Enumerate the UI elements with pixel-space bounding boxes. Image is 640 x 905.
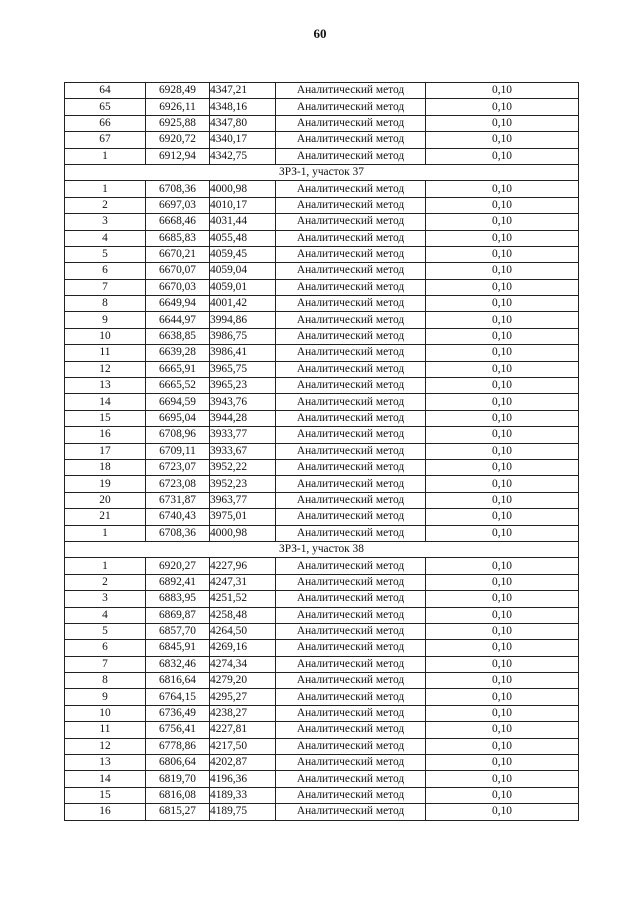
method-cell: Аналитический метод	[276, 476, 426, 492]
accuracy-cell: 0,10	[426, 197, 579, 213]
accuracy-cell: 0,10	[426, 230, 579, 246]
table-row	[65, 804, 579, 820]
table-row	[65, 656, 579, 672]
table-row	[65, 99, 579, 115]
y-coordinate-cell: 4347,21	[210, 83, 276, 99]
table-row	[65, 623, 579, 639]
accuracy-cell: 0,10	[426, 558, 579, 574]
y-coordinate-cell: 3943,76	[210, 394, 276, 410]
table-row	[65, 574, 579, 590]
point-number-cell: 11	[65, 345, 146, 361]
point-number-cell: 16	[65, 427, 146, 443]
y-coordinate-cell: 3963,77	[210, 492, 276, 508]
accuracy-cell: 0,10	[426, 132, 579, 148]
table-row	[65, 410, 579, 426]
point-number-cell: 8	[65, 673, 146, 689]
method-cell: Аналитический метод	[276, 722, 426, 738]
accuracy-cell: 0,10	[426, 738, 579, 754]
method-cell: Аналитический метод	[276, 738, 426, 754]
y-coordinate-cell: 4000,98	[210, 181, 276, 197]
point-number-cell: 13	[65, 378, 146, 394]
method-cell: Аналитический метод	[276, 246, 426, 262]
point-number-cell: 15	[65, 787, 146, 803]
x-coordinate-cell: 6723,07	[146, 459, 210, 475]
accuracy-cell: 0,10	[426, 755, 579, 771]
method-cell: Аналитический метод	[276, 673, 426, 689]
table-row	[65, 689, 579, 705]
table-row	[65, 115, 579, 131]
method-cell: Аналитический метод	[276, 132, 426, 148]
table-row	[65, 197, 579, 213]
table-row	[65, 722, 579, 738]
method-cell: Аналитический метод	[276, 459, 426, 475]
point-number-cell: 8	[65, 296, 146, 312]
table-row	[65, 345, 579, 361]
y-coordinate-cell: 4031,44	[210, 214, 276, 230]
y-coordinate-cell: 4227,96	[210, 558, 276, 574]
method-cell: Аналитический метод	[276, 427, 426, 443]
accuracy-cell: 0,10	[426, 263, 579, 279]
accuracy-cell: 0,10	[426, 345, 579, 361]
x-coordinate-cell: 6736,49	[146, 705, 210, 721]
point-number-cell: 7	[65, 279, 146, 295]
x-coordinate-cell: 6756,41	[146, 722, 210, 738]
table-row	[65, 181, 579, 197]
table-row	[65, 312, 579, 328]
y-coordinate-cell: 4251,52	[210, 591, 276, 607]
x-coordinate-cell: 6708,36	[146, 181, 210, 197]
point-number-cell: 3	[65, 214, 146, 230]
table-row	[65, 771, 579, 787]
table-row	[65, 246, 579, 262]
point-number-cell: 4	[65, 230, 146, 246]
x-coordinate-cell: 6670,21	[146, 246, 210, 262]
page-number: 60	[313, 26, 327, 41]
point-number-cell: 1	[65, 525, 146, 541]
accuracy-cell: 0,10	[426, 181, 579, 197]
x-coordinate-cell: 6638,85	[146, 328, 210, 344]
method-cell: Аналитический метод	[276, 115, 426, 131]
y-coordinate-cell: 4059,04	[210, 263, 276, 279]
point-number-cell: 19	[65, 476, 146, 492]
accuracy-cell: 0,10	[426, 279, 579, 295]
y-coordinate-cell: 3986,41	[210, 345, 276, 361]
table-row	[65, 509, 579, 525]
y-coordinate-cell: 4059,45	[210, 246, 276, 262]
method-cell: Аналитический метод	[276, 394, 426, 410]
y-coordinate-cell: 4010,17	[210, 197, 276, 213]
table-row	[65, 263, 579, 279]
x-coordinate-cell: 6845,91	[146, 640, 210, 656]
accuracy-cell: 0,10	[426, 459, 579, 475]
y-coordinate-cell: 4295,27	[210, 689, 276, 705]
x-coordinate-cell: 6816,64	[146, 673, 210, 689]
x-coordinate-cell: 6644,97	[146, 312, 210, 328]
method-cell: Аналитический метод	[276, 443, 426, 459]
y-coordinate-cell: 4258,48	[210, 607, 276, 623]
accuracy-cell: 0,10	[426, 296, 579, 312]
accuracy-cell: 0,10	[426, 83, 579, 99]
y-coordinate-cell: 4238,27	[210, 705, 276, 721]
accuracy-cell: 0,10	[426, 640, 579, 656]
point-number-cell: 2	[65, 574, 146, 590]
point-number-cell: 9	[65, 689, 146, 705]
accuracy-cell: 0,10	[426, 427, 579, 443]
table-row	[65, 755, 579, 771]
point-number-cell: 12	[65, 738, 146, 754]
method-cell: Аналитический метод	[276, 574, 426, 590]
table-row	[65, 83, 579, 99]
x-coordinate-cell: 6892,41	[146, 574, 210, 590]
table-row	[65, 361, 579, 377]
point-number-cell: 67	[65, 132, 146, 148]
y-coordinate-cell: 3994,86	[210, 312, 276, 328]
y-coordinate-cell: 3965,23	[210, 378, 276, 394]
table-row	[65, 230, 579, 246]
point-number-cell: 1	[65, 148, 146, 164]
accuracy-cell: 0,10	[426, 115, 579, 131]
y-coordinate-cell: 4342,75	[210, 148, 276, 164]
x-coordinate-cell: 6697,03	[146, 197, 210, 213]
x-coordinate-cell: 6708,36	[146, 525, 210, 541]
table-row	[65, 492, 579, 508]
y-coordinate-cell: 4264,50	[210, 623, 276, 639]
accuracy-cell: 0,10	[426, 361, 579, 377]
x-coordinate-cell: 6670,03	[146, 279, 210, 295]
x-coordinate-cell: 6665,52	[146, 378, 210, 394]
x-coordinate-cell: 6639,28	[146, 345, 210, 361]
table-row	[65, 558, 579, 574]
point-number-cell: 3	[65, 591, 146, 607]
method-cell: Аналитический метод	[276, 509, 426, 525]
y-coordinate-cell: 4247,31	[210, 574, 276, 590]
point-number-cell: 1	[65, 558, 146, 574]
accuracy-cell: 0,10	[426, 378, 579, 394]
accuracy-cell: 0,10	[426, 591, 579, 607]
point-number-cell: 11	[65, 722, 146, 738]
point-number-cell: 1	[65, 181, 146, 197]
y-coordinate-cell: 3975,01	[210, 509, 276, 525]
x-coordinate-cell: 6649,94	[146, 296, 210, 312]
method-cell: Аналитический метод	[276, 410, 426, 426]
point-number-cell: 2	[65, 197, 146, 213]
y-coordinate-cell: 4189,33	[210, 787, 276, 803]
x-coordinate-cell: 6832,46	[146, 656, 210, 672]
point-number-cell: 9	[65, 312, 146, 328]
accuracy-cell: 0,10	[426, 246, 579, 262]
x-coordinate-cell: 6920,27	[146, 558, 210, 574]
y-coordinate-cell: 4202,87	[210, 755, 276, 771]
x-coordinate-cell: 6806,64	[146, 755, 210, 771]
x-coordinate-cell: 6912,94	[146, 148, 210, 164]
method-cell: Аналитический метод	[276, 755, 426, 771]
y-coordinate-cell: 3952,23	[210, 476, 276, 492]
method-cell: Аналитический метод	[276, 705, 426, 721]
accuracy-cell: 0,10	[426, 312, 579, 328]
method-cell: Аналитический метод	[276, 230, 426, 246]
table-row	[65, 148, 579, 164]
x-coordinate-cell: 6685,83	[146, 230, 210, 246]
point-number-cell: 18	[65, 459, 146, 475]
table-row	[65, 214, 579, 230]
accuracy-cell: 0,10	[426, 99, 579, 115]
point-number-cell: 13	[65, 755, 146, 771]
method-cell: Аналитический метод	[276, 607, 426, 623]
point-number-cell: 64	[65, 83, 146, 99]
accuracy-cell: 0,10	[426, 328, 579, 344]
y-coordinate-cell: 3933,77	[210, 427, 276, 443]
method-cell: Аналитический метод	[276, 345, 426, 361]
method-cell: Аналитический метод	[276, 214, 426, 230]
point-number-cell: 66	[65, 115, 146, 131]
accuracy-cell: 0,10	[426, 656, 579, 672]
accuracy-cell: 0,10	[426, 771, 579, 787]
point-number-cell: 16	[65, 804, 146, 820]
method-cell: Аналитический метод	[276, 296, 426, 312]
table-row	[65, 787, 579, 803]
y-coordinate-cell: 4279,20	[210, 673, 276, 689]
accuracy-cell: 0,10	[426, 722, 579, 738]
x-coordinate-cell: 6764,15	[146, 689, 210, 705]
point-number-cell: 12	[65, 361, 146, 377]
point-number-cell: 17	[65, 443, 146, 459]
method-cell: Аналитический метод	[276, 787, 426, 803]
table-row	[65, 640, 579, 656]
x-coordinate-cell: 6723,08	[146, 476, 210, 492]
point-number-cell: 15	[65, 410, 146, 426]
method-cell: Аналитический метод	[276, 312, 426, 328]
x-coordinate-cell: 6815,27	[146, 804, 210, 820]
x-coordinate-cell: 6926,11	[146, 99, 210, 115]
method-cell: Аналитический метод	[276, 525, 426, 541]
table-row	[65, 591, 579, 607]
point-number-cell: 10	[65, 705, 146, 721]
table-row	[65, 738, 579, 754]
y-coordinate-cell: 4001,42	[210, 296, 276, 312]
table-row	[65, 705, 579, 721]
accuracy-cell: 0,10	[426, 787, 579, 803]
point-number-cell: 10	[65, 328, 146, 344]
table-row	[65, 328, 579, 344]
y-coordinate-cell: 4269,16	[210, 640, 276, 656]
point-number-cell: 65	[65, 99, 146, 115]
method-cell: Аналитический метод	[276, 328, 426, 344]
x-coordinate-cell: 6819,70	[146, 771, 210, 787]
accuracy-cell: 0,10	[426, 804, 579, 820]
accuracy-cell: 0,10	[426, 607, 579, 623]
x-coordinate-cell: 6708,96	[146, 427, 210, 443]
table-row	[65, 673, 579, 689]
x-coordinate-cell: 6670,07	[146, 263, 210, 279]
accuracy-cell: 0,10	[426, 492, 579, 508]
x-coordinate-cell: 6694,59	[146, 394, 210, 410]
coordinates-table	[64, 82, 579, 821]
x-coordinate-cell: 6665,91	[146, 361, 210, 377]
method-cell: Аналитический метод	[276, 181, 426, 197]
accuracy-cell: 0,10	[426, 476, 579, 492]
accuracy-cell: 0,10	[426, 410, 579, 426]
point-number-cell: 4	[65, 607, 146, 623]
point-number-cell: 14	[65, 771, 146, 787]
x-coordinate-cell: 6778,86	[146, 738, 210, 754]
y-coordinate-cell: 4000,98	[210, 525, 276, 541]
point-number-cell: 6	[65, 263, 146, 279]
table-row	[65, 476, 579, 492]
table-row	[65, 394, 579, 410]
accuracy-cell: 0,10	[426, 394, 579, 410]
y-coordinate-cell: 4227,81	[210, 722, 276, 738]
x-coordinate-cell: 6869,87	[146, 607, 210, 623]
accuracy-cell: 0,10	[426, 148, 579, 164]
point-number-cell: 7	[65, 656, 146, 672]
accuracy-cell: 0,10	[426, 214, 579, 230]
accuracy-cell: 0,10	[426, 623, 579, 639]
table-row	[65, 378, 579, 394]
accuracy-cell: 0,10	[426, 509, 579, 525]
x-coordinate-cell: 6857,70	[146, 623, 210, 639]
x-coordinate-cell: 6816,08	[146, 787, 210, 803]
section-header-row	[65, 541, 579, 557]
method-cell: Аналитический метод	[276, 263, 426, 279]
y-coordinate-cell: 3952,22	[210, 459, 276, 475]
accuracy-cell: 0,10	[426, 689, 579, 705]
point-number-cell: 5	[65, 246, 146, 262]
method-cell: Аналитический метод	[276, 558, 426, 574]
method-cell: Аналитический метод	[276, 689, 426, 705]
method-cell: Аналитический метод	[276, 492, 426, 508]
y-coordinate-cell: 4347,80	[210, 115, 276, 131]
method-cell: Аналитический метод	[276, 804, 426, 820]
table-row	[65, 427, 579, 443]
accuracy-cell: 0,10	[426, 525, 579, 541]
method-cell: Аналитический метод	[276, 83, 426, 99]
accuracy-cell: 0,10	[426, 705, 579, 721]
method-cell: Аналитический метод	[276, 656, 426, 672]
point-number-cell: 14	[65, 394, 146, 410]
table-row	[65, 607, 579, 623]
point-number-cell: 6	[65, 640, 146, 656]
point-number-cell: 21	[65, 509, 146, 525]
method-cell: Аналитический метод	[276, 378, 426, 394]
table-row	[65, 459, 579, 475]
x-coordinate-cell: 6740,43	[146, 509, 210, 525]
y-coordinate-cell: 3933,67	[210, 443, 276, 459]
point-number-cell: 5	[65, 623, 146, 639]
y-coordinate-cell: 4274,34	[210, 656, 276, 672]
y-coordinate-cell: 4059,01	[210, 279, 276, 295]
accuracy-cell: 0,10	[426, 574, 579, 590]
y-coordinate-cell: 4196,36	[210, 771, 276, 787]
x-coordinate-cell: 6731,87	[146, 492, 210, 508]
accuracy-cell: 0,10	[426, 443, 579, 459]
point-number-cell: 20	[65, 492, 146, 508]
x-coordinate-cell: 6695,04	[146, 410, 210, 426]
y-coordinate-cell: 3986,75	[210, 328, 276, 344]
method-cell: Аналитический метод	[276, 279, 426, 295]
x-coordinate-cell: 6883,95	[146, 591, 210, 607]
y-coordinate-cell: 4340,17	[210, 132, 276, 148]
method-cell: Аналитический метод	[276, 623, 426, 639]
method-cell: Аналитический метод	[276, 640, 426, 656]
y-coordinate-cell: 3965,75	[210, 361, 276, 377]
x-coordinate-cell: 6668,46	[146, 214, 210, 230]
method-cell: Аналитический метод	[276, 197, 426, 213]
table-row	[65, 132, 579, 148]
method-cell: Аналитический метод	[276, 148, 426, 164]
coordinates-table-body	[65, 83, 579, 821]
accuracy-cell: 0,10	[426, 673, 579, 689]
method-cell: Аналитический метод	[276, 591, 426, 607]
x-coordinate-cell: 6928,49	[146, 83, 210, 99]
y-coordinate-cell: 4189,75	[210, 804, 276, 820]
x-coordinate-cell: 6709,11	[146, 443, 210, 459]
y-coordinate-cell: 4055,48	[210, 230, 276, 246]
method-cell: Аналитический метод	[276, 99, 426, 115]
x-coordinate-cell: 6920,72	[146, 132, 210, 148]
y-coordinate-cell: 4217,50	[210, 738, 276, 754]
table-row	[65, 296, 579, 312]
section-title: ЗРЗ-1, участок 38	[65, 541, 579, 557]
table-row	[65, 525, 579, 541]
section-header-row	[65, 164, 579, 180]
y-coordinate-cell: 4348,16	[210, 99, 276, 115]
table-row	[65, 279, 579, 295]
x-coordinate-cell: 6925,88	[146, 115, 210, 131]
y-coordinate-cell: 3944,28	[210, 410, 276, 426]
table-row	[65, 443, 579, 459]
method-cell: Аналитический метод	[276, 361, 426, 377]
method-cell: Аналитический метод	[276, 771, 426, 787]
section-title: ЗРЗ-1, участок 37	[65, 164, 579, 180]
